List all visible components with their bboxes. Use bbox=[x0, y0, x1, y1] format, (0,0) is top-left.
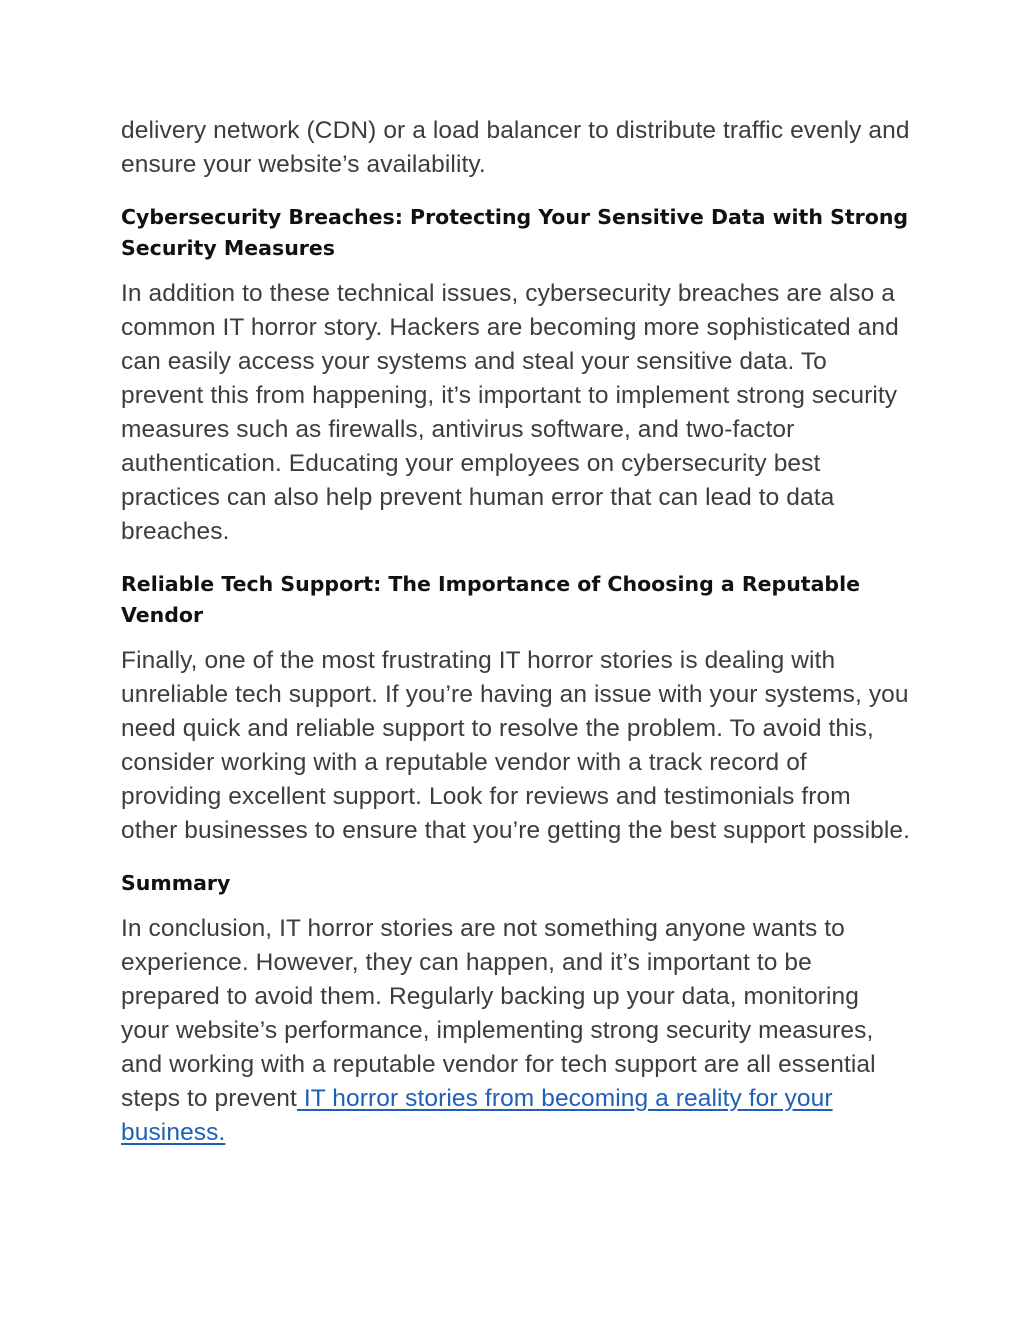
summary-link[interactable]: IT horror stories from becoming a reality for your business. bbox=[121, 1085, 833, 1146]
document-page bbox=[121, 114, 911, 1150]
section-heading-tech-support: Reliable Tech Support: The Importance of Choosing a Reputable Vendor bbox=[121, 572, 861, 627]
summary-text: In conclusion, IT horror stories are not something anyone wants to experience. However, they can happen, and it’s important to be prepared to avoid them. Regularly backing up your data, monitoring your website’s performance, implementing strong security measures, and working with a reputable vendor for tech support are all essential steps to prevent bbox=[121, 915, 876, 1112]
section-heading-cybersecurity: Cybersecurity Breaches: Protecting Your Sensitive Data with Strong Security Measures bbox=[121, 205, 909, 260]
section-body-cybersecurity: In addition to these technical issues, cybersecurity breaches are also a common IT horror story. Hackers are becoming more sophisticated and can easily access your systems and steal your sensitive data. To prevent this from happening, it’s important to implement strong security measures such as firewalls, antivirus software, and two-factor authentication. Educating your employees on cybersecurity best practices can also help prevent human error that can lead to data breaches. bbox=[121, 280, 899, 545]
section-body-tech-support: Finally, one of the most frustrating IT horror stories is dealing with unreliable tech support. If you’re having an issue with your systems, you need quick and reliable support to resolve the problem. To avoid this, consider working with a reputable vendor with a track record of providing excellent support. Look for reviews and testimonials from other businesses to ensure that you’re getting the best support possible. bbox=[121, 647, 911, 844]
intro-paragraph: delivery network (CDN) or a load balancer to distribute traffic evenly and ensure your website’s availability. bbox=[121, 117, 910, 178]
section-body-summary bbox=[121, 912, 911, 1150]
section-heading-summary: Summary bbox=[121, 871, 231, 895]
